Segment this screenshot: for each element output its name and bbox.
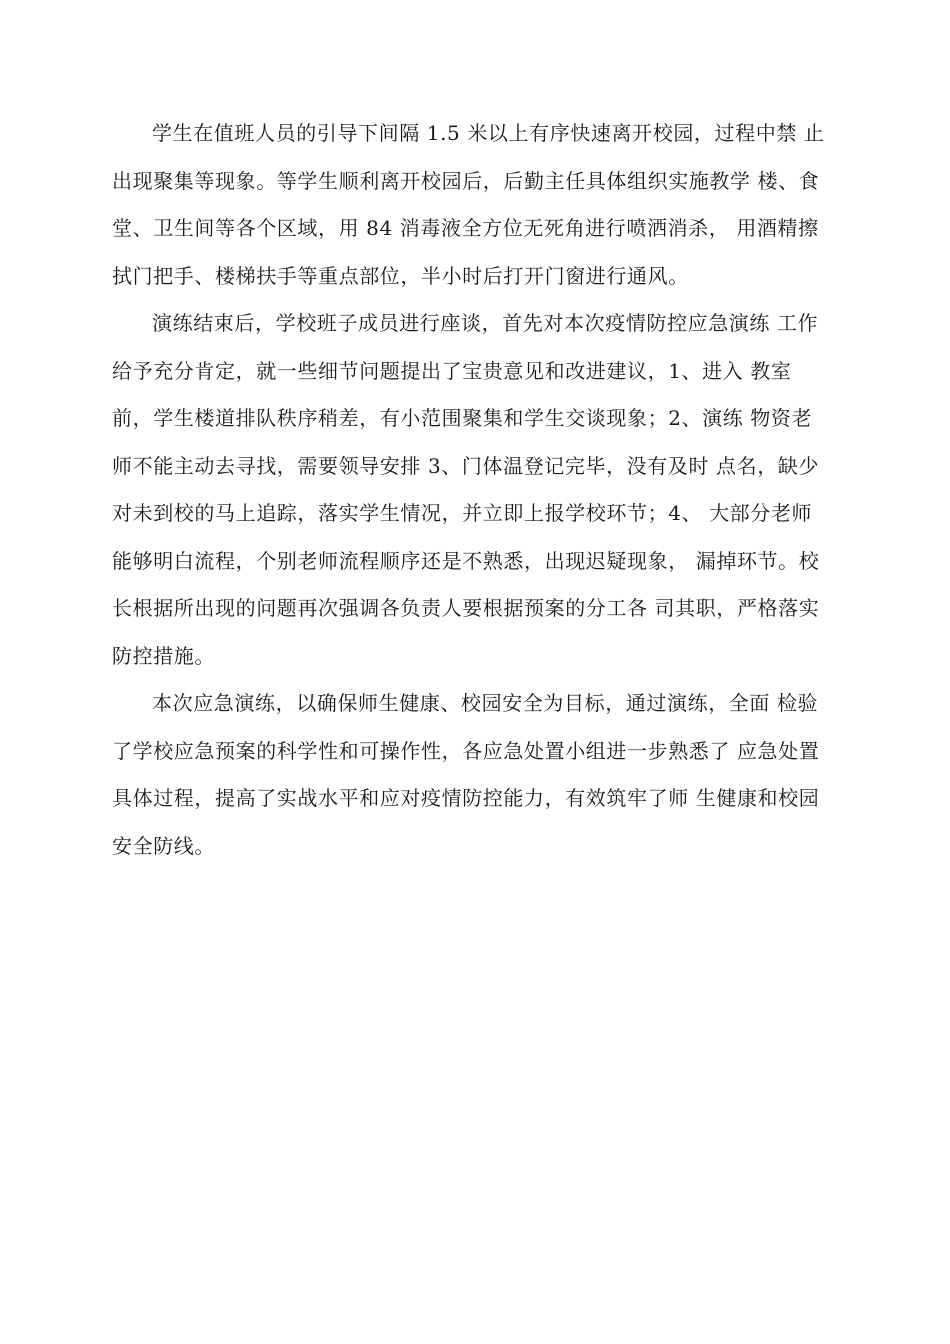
paragraph-line: 安全防线。 bbox=[112, 833, 215, 858]
paragraph-line: 学生在值班人员的引导下间隔 1.5 米以上有序快速离开校园，过程中禁 止 bbox=[152, 121, 825, 145]
paragraph-line: 演练结束后，学校班子成员进行座谈，首先对本次疫情防控应急演练 工作 bbox=[152, 311, 819, 335]
paragraph-line: 了学校应急预案的科学性和可操作性，各应急处置小组进一步熟悉了 应急处置 bbox=[112, 738, 820, 763]
paragraph-line: 对未到校的马上追踪，落实学生情况，并立即上报学校环节；4、 大部分老师 bbox=[112, 501, 813, 525]
paragraph-1 bbox=[112, 110, 852, 300]
paragraph-line: 防控措施。 bbox=[112, 643, 215, 668]
paragraph-line: 前，学生楼道排队秩序稍差，有小范围聚集和学生交谈现象；2、演练 物资老 bbox=[112, 406, 813, 430]
paragraph-line: 长根据所出现的问题再次强调各负责人要根据预案的分工各 司其职，严格落实 bbox=[112, 596, 820, 620]
paragraph-line: 给予充分肯定，就一些细节问题提出了宝贵意见和改进建议，1、进入 教室 bbox=[112, 358, 792, 383]
paragraph-3 bbox=[112, 680, 852, 870]
paragraph-line: 能够明白流程，个别老师流程顺序还是不熟悉，出现迟疑现象， 漏掉环节。校 bbox=[112, 548, 820, 573]
paragraph-line: 师不能主动去寻找，需要领导安排 3、门体温登记完毕，没有及时 点名，缺少 bbox=[112, 453, 820, 478]
paragraph-2 bbox=[112, 300, 852, 680]
paragraph-line: 堂、卫生间等各个区域，用 84 消毒液全方位无死角进行喷洒消杀， 用酒精擦 bbox=[112, 216, 819, 240]
paragraph-line: 拭门把手、楼梯扶手等重点部位，半小时后打开门窗进行通风。 bbox=[112, 263, 689, 288]
paragraph-line: 本次应急演练，以确保师生健康、校园安全为目标，通过演练，全面 检验 bbox=[152, 691, 819, 715]
document-body bbox=[112, 110, 852, 870]
paragraph-line: 具体过程，提高了实战水平和应对疫情防控能力，有效筑牢了师 生健康和校园 bbox=[112, 786, 820, 810]
paragraph-line: 出现聚集等现象。等学生顺利离开校园后，后勤主任具体组织实施教学 楼、食 bbox=[112, 168, 820, 193]
